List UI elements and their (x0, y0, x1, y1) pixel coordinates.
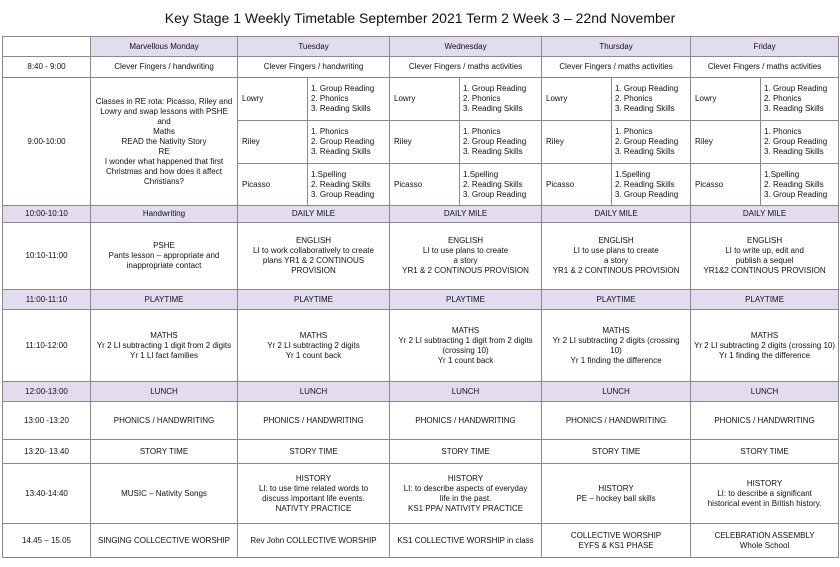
group-activities-picasso-wednesday (460, 164, 542, 206)
lesson-cell-wednesday: PLAYTIME (390, 290, 542, 310)
text-line: discuss important life events. (262, 493, 365, 503)
text-line: SINGING COLLCECTIVE WORSHIP (97, 535, 231, 545)
text-line: Classes in RE rota: Picasso, Riley and (95, 96, 233, 106)
activity-line: 3. Reading Skills (463, 147, 523, 156)
group-activities-lowry-friday (761, 78, 839, 121)
lesson-cell-friday (691, 464, 839, 524)
text-line: LI to use plans to create (422, 246, 509, 255)
activity-line: 1.Spelling (764, 169, 800, 179)
lesson-cell-monday: LUNCH (91, 382, 238, 402)
page-title: Key Stage 1 Weekly Timetable September 2021 Term 2 Week 3 – 22nd November (164, 10, 676, 26)
lesson-cell-monday (91, 524, 238, 558)
activity-line: 3. Reading Skills (463, 104, 523, 113)
lesson-cell-wednesday: STORY TIME (390, 440, 542, 464)
text-line: ENGLISH (598, 236, 634, 245)
text-line: MATHS (299, 330, 328, 340)
lesson-cell-tuesday: DAILY MILE (238, 206, 390, 223)
activity-line: 3. Reading Skills (615, 147, 675, 156)
activity-line: 3. Reading Skills (615, 104, 675, 113)
timetable (2, 36, 839, 558)
lesson-cell-wednesday (390, 223, 542, 290)
activity-line: 2. Phonics (463, 94, 501, 103)
text-line: Yr 2 LI subtracting 2 digits (crossing (552, 335, 680, 345)
lesson-cell-wednesday: DAILY MILE (390, 206, 542, 223)
lesson-cell-friday: PLAYTIME (691, 290, 839, 310)
activity-line: 3. Reading Skills (311, 147, 371, 156)
text-line: LI to work collaboratively to create (253, 246, 374, 255)
text-line: KS1 PPA/ NATIVITY PRACTICE (407, 503, 524, 513)
group-name-picasso-wednesday: Picasso (390, 164, 460, 206)
lesson-cell-wednesday (390, 310, 542, 382)
lesson-cell-monday: PLAYTIME (91, 290, 238, 310)
text-line: YR1 & 2 CONTINOUS PROVISION (552, 266, 680, 275)
text-line: PE – hockey ball skills (576, 493, 656, 503)
group-activities-picasso-friday (761, 164, 839, 206)
group-activities-picasso-tuesday (308, 164, 390, 206)
group-activities-lowry-tuesday (308, 78, 390, 121)
activity-line: 2. Reading Skills (764, 179, 824, 189)
text-line: a story (453, 256, 478, 265)
text-line: Maths (153, 126, 175, 136)
group-name-riley-friday: Riley (691, 121, 761, 164)
text-line: LI: to describe a significant (717, 488, 812, 498)
group-activities-lowry-wednesday (460, 78, 542, 121)
group-name-riley-tuesday: Riley (238, 121, 308, 164)
activity-line: 3. Reading Skills (764, 147, 824, 156)
time-cell: 10:00-10:10 (3, 206, 91, 223)
lesson-cell-tuesday (238, 524, 390, 558)
group-activities-picasso-thursday (612, 164, 691, 206)
activity-line: 1. Phonics (311, 127, 349, 136)
row-1100 (3, 290, 839, 310)
row-1200 (3, 382, 839, 402)
time-cell: 9:00-10:00 (3, 78, 91, 206)
activity-line: 1. Group Reading (463, 84, 527, 93)
row-0840 (3, 57, 839, 78)
activity-line: 1. Phonics (615, 127, 653, 136)
lesson-cell-thursday (542, 524, 691, 558)
lesson-cell-monday: PHONICS / HANDWRITING (91, 402, 238, 440)
group-name-picasso-thursday: Picasso (542, 164, 612, 206)
text-line: Yr 2 LI subtracting 2 digits (crossing 10) (694, 340, 836, 350)
corner-cell (3, 37, 91, 57)
lesson-cell-thursday: STORY TIME (542, 440, 691, 464)
text-line: Lowry and swap lessons with PSHE and (100, 106, 228, 126)
text-line: MUSIC – Nativity Songs (121, 488, 207, 498)
day-header-friday: Friday (691, 37, 839, 57)
text-line: Christians? (143, 176, 184, 186)
activity-line: 1.Spelling (311, 169, 347, 179)
text-line: Yr 2 LI subtracting 1 digit from 2 digits (96, 340, 232, 350)
lesson-cell-monday (91, 464, 238, 524)
text-line: publish a sequel (735, 256, 794, 265)
text-line: Yr 2 LI subtracting 2 digits (267, 340, 360, 350)
activity-line: 1. Group Reading (615, 84, 679, 93)
text-line: 10) (610, 345, 622, 355)
activity-line: 2. Group Reading (311, 137, 375, 146)
text-line: Yr 2 LI subtracting 1 digit from 2 digits (398, 335, 533, 345)
text-line: a story (604, 256, 629, 265)
text-line: Yr 1 LI fact families (129, 350, 199, 360)
header-row (3, 37, 839, 57)
activity-line: 2. Reading Skills (615, 179, 675, 189)
activity-line: 3. Group Reading (764, 189, 828, 199)
lesson-cell-thursday (542, 464, 691, 524)
text-line: HISTORY (598, 483, 634, 493)
text-line: historical event in British history. (707, 498, 822, 508)
lesson-cell-tuesday (238, 223, 390, 290)
group-activities-lowry-thursday (612, 78, 691, 121)
group-name-lowry-thursday: Lowry (542, 78, 612, 121)
text-line: HISTORY (746, 478, 783, 488)
activity-line: 2. Phonics (311, 94, 349, 103)
lesson-cell-friday: DAILY MILE (691, 206, 839, 223)
text-line: MATHS (451, 325, 480, 335)
lesson-cell-wednesday: Clever Fingers / maths activities (390, 57, 542, 78)
lesson-cell-wednesday: LUNCH (390, 382, 542, 402)
text-line: MATHS (750, 330, 779, 340)
lesson-cell-monday-re (91, 78, 238, 206)
group-name-lowry-friday: Lowry (691, 78, 761, 121)
lesson-cell-thursday: DAILY MILE (542, 206, 691, 223)
time-cell: 11:10-12:00 (3, 310, 91, 382)
activity-line: 2. Phonics (764, 94, 802, 103)
text-line: Yr 1 finding the difference (719, 350, 811, 360)
text-line: (crossing 10) (442, 345, 489, 355)
text-line: MATHS (150, 330, 178, 340)
group-activities-riley-friday (761, 121, 839, 164)
time-cell: 12:00-13:00 (3, 382, 91, 402)
text-line: MATHS (602, 325, 630, 335)
activity-line: 3. Reading Skills (311, 104, 371, 113)
group-name-riley-wednesday: Riley (390, 121, 460, 164)
text-line: Whole School (739, 540, 790, 550)
lesson-cell-friday: STORY TIME (691, 440, 839, 464)
day-header-monday: Marvellous Monday (91, 37, 238, 57)
text-line: Yr 1 count back (285, 350, 342, 360)
activity-line: 2. Group Reading (764, 137, 828, 146)
text-line: Pants lesson – appropriate and (108, 251, 220, 260)
text-line: READ the Nativity Story (121, 136, 207, 146)
lesson-cell-monday: STORY TIME (91, 440, 238, 464)
time-cell: 14.45 – 15.05 (3, 524, 91, 558)
lesson-cell-thursday: Clever Fingers / maths activities (542, 57, 691, 78)
time-cell: 8:40 - 9:00 (3, 57, 91, 78)
activity-line: 1. Group Reading (764, 84, 828, 93)
lesson-cell-tuesday: STORY TIME (238, 440, 390, 464)
text-line: HISTORY (295, 473, 332, 483)
day-header-tuesday: Tuesday (238, 37, 390, 57)
lesson-cell-tuesday (238, 464, 390, 524)
text-line: LI: to describe aspects of everyday (403, 483, 528, 493)
activity-line: 3. Group Reading (615, 189, 679, 199)
text-line: LI: to use time related words to (258, 483, 369, 493)
text-line: LI to write up, edit and (725, 246, 804, 255)
lesson-cell-thursday (542, 310, 691, 382)
lesson-cell-friday: Clever Fingers / maths activities (691, 57, 839, 78)
time-cell: 13:20- 13.40 (3, 440, 91, 464)
text-line: LI to use plans to create (573, 246, 659, 255)
lesson-cell-friday (691, 524, 839, 558)
lesson-cell-thursday (542, 223, 691, 290)
row-1445 (3, 524, 839, 558)
row-1340 (3, 464, 839, 524)
activity-line: 1.Spelling (463, 169, 499, 179)
row-1000 (3, 206, 839, 223)
row-1320 (3, 440, 839, 464)
group-name-riley-thursday: Riley (542, 121, 612, 164)
text-line: plans YR1 & 2 CONTINOUS PROVISION (262, 256, 365, 275)
activity-line: 3. Group Reading (311, 189, 375, 199)
row-1110 (3, 310, 839, 382)
lesson-cell-friday (691, 223, 839, 290)
day-header-thursday: Thursday (542, 37, 691, 57)
lesson-cell-wednesday: PHONICS / HANDWRITING (390, 402, 542, 440)
time-cell: 13:40-14:40 (3, 464, 91, 524)
lesson-cell-tuesday (238, 310, 390, 382)
row-1300 (3, 402, 839, 440)
text-line: CELEBRATION ASSEMBLY (714, 530, 815, 540)
text-line: NATIVTY PRACTICE (275, 503, 352, 513)
time-cell: 11:00-11:10 (3, 290, 91, 310)
text-line: inappropriate contact (126, 261, 202, 270)
activity-line: 3. Group Reading (463, 189, 527, 199)
activity-line: 1. Phonics (463, 127, 501, 136)
group-name-picasso-tuesday: Picasso (238, 164, 308, 206)
lesson-cell-monday: Handwriting (91, 206, 238, 223)
lesson-cell-thursday: PHONICS / HANDWRITING (542, 402, 691, 440)
lesson-cell-wednesday (390, 524, 542, 558)
text-line: YR1 & 2 CONTINOUS PROVISION (402, 266, 529, 275)
activity-line: 1.Spelling (615, 169, 651, 179)
activity-line: 2. Group Reading (463, 137, 527, 146)
text-line: YR1&2 CONTINOUS PROVISION (703, 266, 826, 275)
text-line: KS1 COLLECTIVE WORSHIP in class (397, 535, 534, 545)
text-line: I wonder what happened that first (104, 156, 224, 166)
text-line: HISTORY (447, 473, 484, 483)
group-name-lowry-tuesday: Lowry (238, 78, 308, 121)
group-activities-riley-tuesday (308, 121, 390, 164)
lesson-cell-monday (91, 310, 238, 382)
row-1010 (3, 223, 839, 290)
lesson-cell-wednesday (390, 464, 542, 524)
activity-line: 2. Reading Skills (311, 179, 371, 189)
text-line: Yr 1 count back (437, 355, 494, 365)
text-line: RE (158, 146, 170, 156)
lesson-cell-monday: Clever Fingers / handwriting (91, 57, 238, 78)
row-0900-lowry (3, 78, 839, 121)
lesson-cell-thursday: PLAYTIME (542, 290, 691, 310)
lesson-cell-monday (91, 223, 238, 290)
lesson-cell-friday: LUNCH (691, 382, 839, 402)
lesson-cell-friday (691, 310, 839, 382)
text-line: COLLECTIVE WORSHIP (570, 530, 662, 540)
text-line: ENGLISH (447, 236, 484, 245)
text-line: EYFS & KS1 PHASE (578, 540, 654, 550)
text-line: Yr 1 finding the difference (570, 355, 662, 365)
lesson-cell-tuesday: PHONICS / HANDWRITING (238, 402, 390, 440)
text-line: PSHE (153, 241, 175, 250)
activity-line: 3. Reading Skills (764, 104, 824, 113)
group-name-lowry-wednesday: Lowry (390, 78, 460, 121)
lesson-cell-thursday: LUNCH (542, 382, 691, 402)
lesson-cell-tuesday: Clever Fingers / handwriting (238, 57, 390, 78)
lesson-cell-friday: PHONICS / HANDWRITING (691, 402, 839, 440)
text-line: ENGLISH (295, 236, 332, 245)
group-activities-riley-thursday (612, 121, 691, 164)
text-line: life in the past. (439, 493, 492, 503)
time-cell: 13:00 -13:20 (3, 402, 91, 440)
lesson-cell-tuesday: LUNCH (238, 382, 390, 402)
text-line: Christmas and how does it affect (106, 166, 222, 176)
group-name-picasso-friday: Picasso (691, 164, 761, 206)
activity-line: 1. Phonics (764, 127, 802, 136)
activity-line: 1. Group Reading (311, 84, 375, 93)
lesson-cell-tuesday: PLAYTIME (238, 290, 390, 310)
day-header-wednesday: Wednesday (390, 37, 542, 57)
activity-line: 2. Phonics (615, 94, 653, 103)
group-activities-riley-wednesday (460, 121, 542, 164)
activity-line: 2. Reading Skills (463, 179, 523, 189)
time-cell: 10:10-11:00 (3, 223, 91, 290)
text-line: Rev John COLLECTIVE WORSHIP (250, 535, 377, 545)
activity-line: 2. Group Reading (615, 137, 679, 146)
text-line: ENGLISH (746, 236, 783, 245)
